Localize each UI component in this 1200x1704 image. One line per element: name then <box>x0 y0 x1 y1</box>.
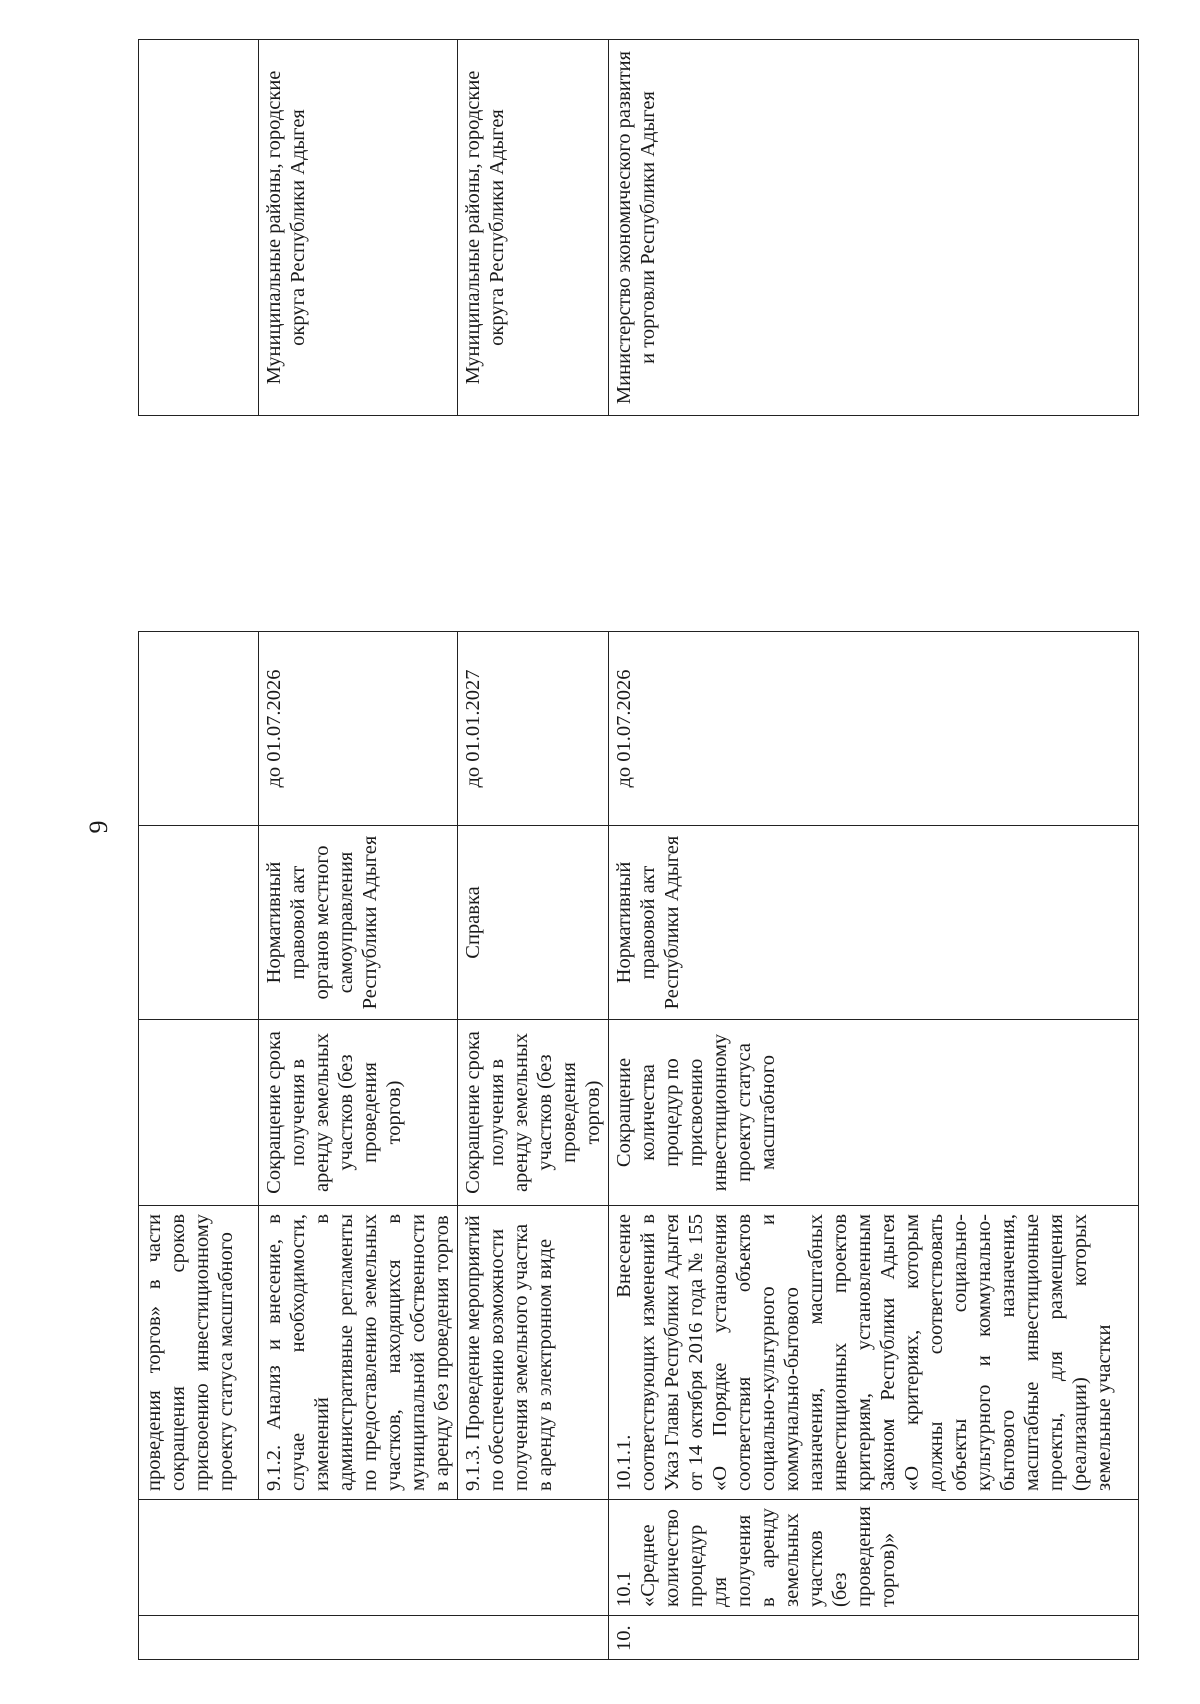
table-row <box>609 40 1139 1660</box>
measure-cell: 9.1.3. Проведение мероприятий по обеспечению возможности получения земельного участка в аренду в электронном виде <box>458 1206 609 1500</box>
deadline-cell: до 01.07.2026 <box>609 632 1139 826</box>
table-row <box>139 40 259 1660</box>
result-cell: Сокращение срока получения в аренду земельных участков (без проведения торгов) <box>458 1020 609 1206</box>
spacer-cell <box>139 416 259 632</box>
plan-table <box>138 39 1139 1660</box>
result-cell: Сокращение срока получения в аренду земельных участков (без проведения торгов) <box>259 1020 458 1206</box>
result-cell: Сокращение количества процедур по присвоению инвестиционному проекту статуса масштабного <box>609 1020 1139 1206</box>
spacer-cell <box>609 416 1139 632</box>
spacer-cell <box>458 416 609 632</box>
row-number-cell: 10. <box>609 1616 1139 1660</box>
indicator-cell <box>139 1500 609 1616</box>
measure-cell: 10.1.1. Внесение соответствующих изменений в Указ Главы Республики Адыгея от 14 октября 2016 года № 155 «О Порядке установления соответствия объектов социально-культурного и коммунально-бытового назначения, масштабных инвестиционных проектов критериям, установленным Законом Республики Адыгея «О критериях, которым должны соответствовать объекты социально-культурного и коммунально-бытового назначения, масштабные инвестиционные проекты, для размещения (реализации) которых земельные участки <box>609 1206 1139 1500</box>
responsible-cell <box>139 40 259 416</box>
table-row <box>458 40 609 1660</box>
document-cell: Нормативный правовой акт Республики Адыгея <box>609 826 1139 1020</box>
measure-cell: 9.1.2. Анализ и внесение, в случае необходимости, изменений в административные регламенты по предоставлению земельных участков, находящихся в муниципальной собственности в аренду без проведения торгов <box>259 1206 458 1500</box>
page-number: 9 <box>84 820 113 834</box>
responsible-cell: Муниципальные районы, городские округа Республики Адыгея <box>259 40 458 416</box>
responsible-cell: Муниципальные районы, городские округа Республики Адыгея <box>458 40 609 416</box>
document-cell: Нормативный правовой акт органов местного самоуправления Республики Адыгея <box>259 826 458 1020</box>
responsible-cell: Министерство экономического развития и торговли Республики Адыгея <box>609 40 1139 416</box>
table-row <box>259 40 458 1660</box>
measure-cell: проведения торгов» в части сокращения сроков присвоению инвестиционному проекту статуса масштабного <box>139 1206 259 1500</box>
spacer-cell <box>259 416 458 632</box>
result-cell <box>139 1020 259 1206</box>
document-cell: Справка <box>458 826 609 1020</box>
indicator-cell: 10.1 «Среднее количество процедур для получения в аренду земельных участков (без проведения торгов)» <box>609 1500 1139 1616</box>
deadline-cell: до 01.01.2027 <box>458 632 609 826</box>
document-cell <box>139 826 259 1020</box>
row-number-cell <box>139 1616 609 1660</box>
deadline-cell <box>139 632 259 826</box>
deadline-cell: до 01.07.2026 <box>259 632 458 826</box>
rotated-table-wrapper <box>138 40 1139 1660</box>
